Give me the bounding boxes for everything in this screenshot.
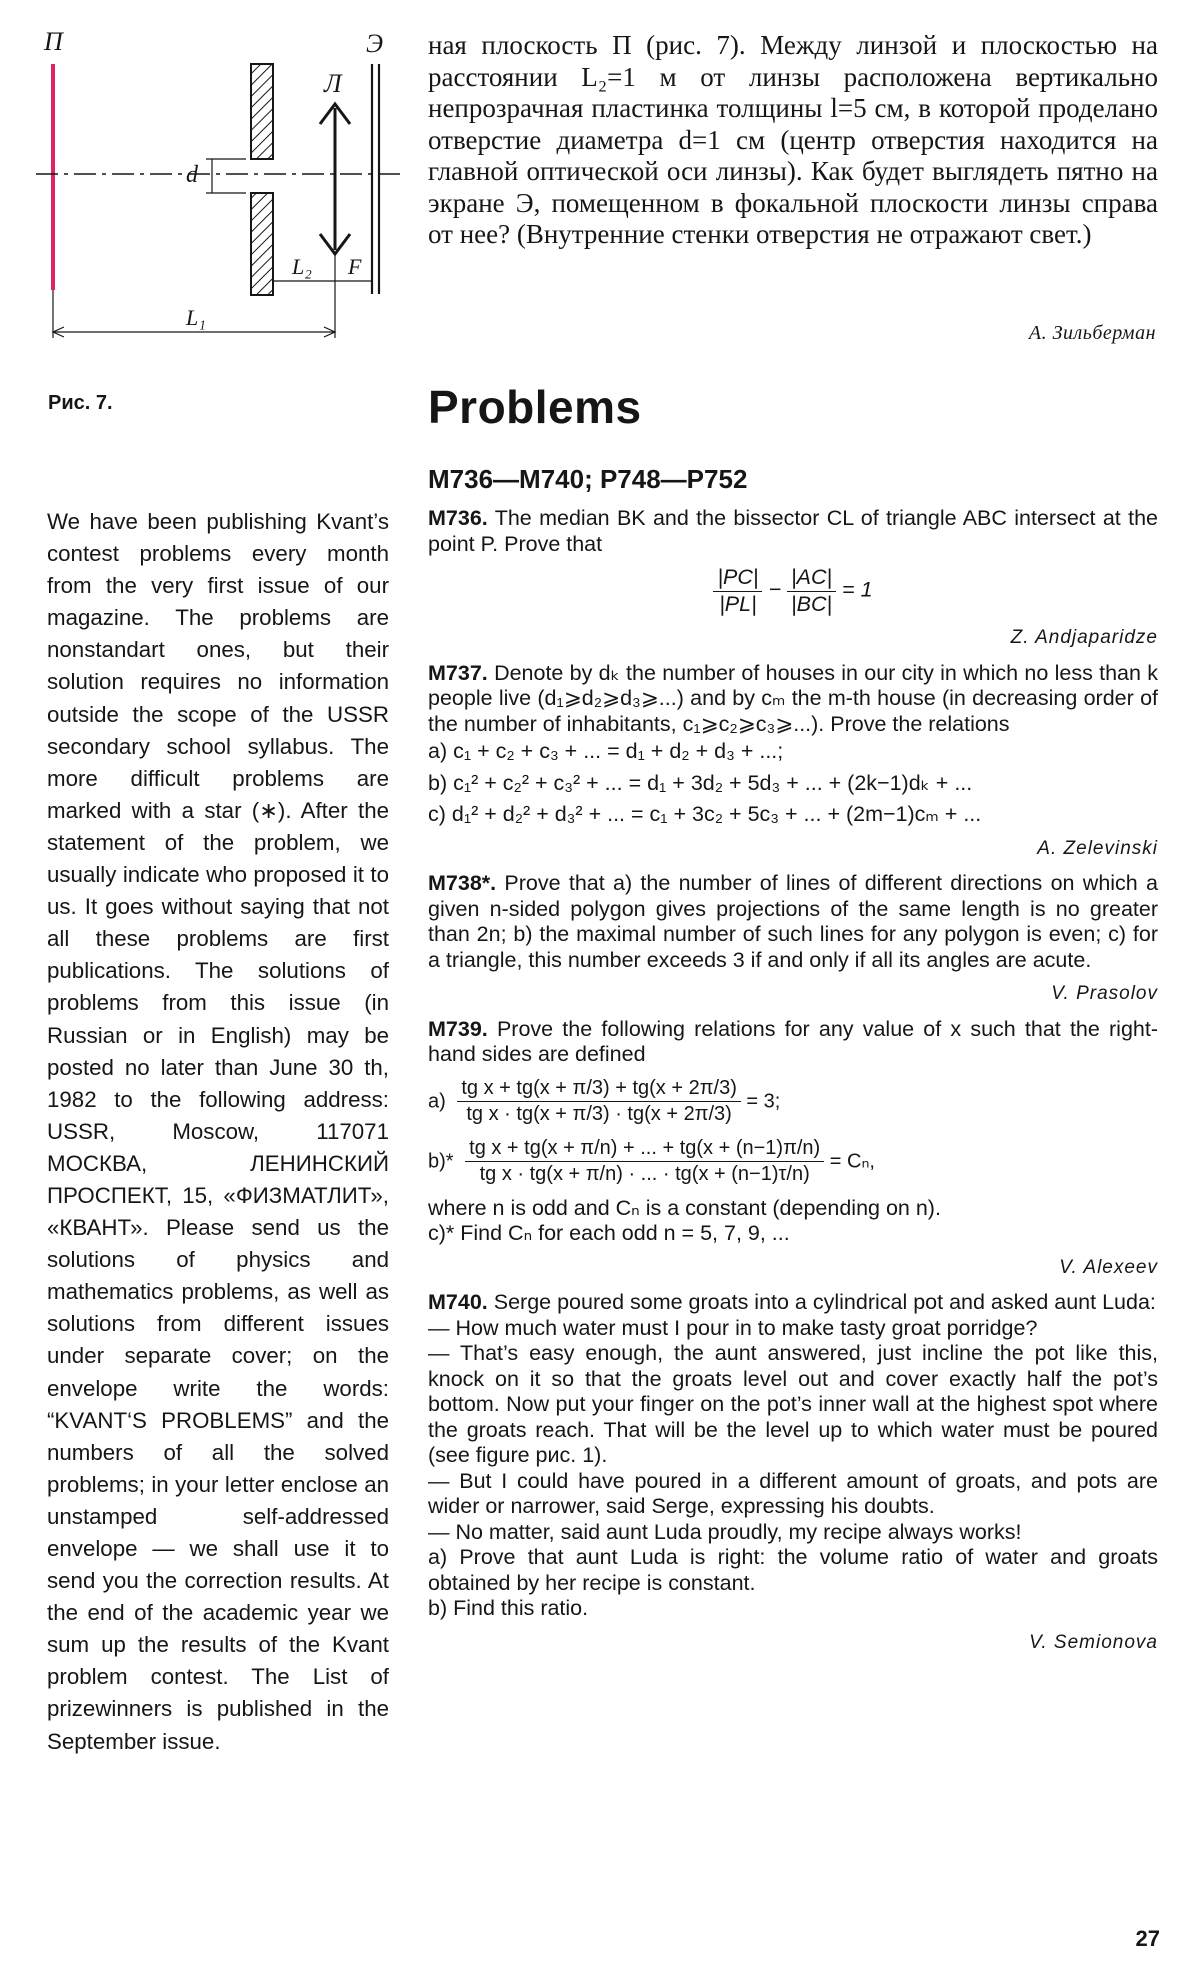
m739-after-2: c)* Find Cₙ for each odd n = 5, 7, 9, ... <box>428 1221 790 1245</box>
problem-text: Serge poured some groats into a cylindrical pot and asked aunt Luda: <box>493 1290 1156 1314</box>
relation-b: b) c₁² + c₂² + c₃² + ... = d₁ + 3d₂ + 5d₃ + ... + (2k−1)dₖ + ... <box>428 770 973 795</box>
optics-figure <box>36 28 406 358</box>
plate-top <box>251 64 273 159</box>
l1-label: L₁ <box>186 305 206 330</box>
problem-m739 <box>428 1017 1158 1068</box>
relation-a: a) c₁ + c₂ + c₃ + ... = d₁ + d₂ + d₃ + ...; <box>428 739 784 763</box>
problem-id: M740. <box>428 1290 488 1314</box>
formula-m739-a: a) $\frac{\text{tg x + tg(x + π/3) + tg(x + 2π/3)}}{\text{tg x · tg(x + π/3) · tg(x + 2π/3)}}$ = 3; <box>428 1076 1158 1128</box>
problem-text: The median BK and the bissector CL of triangle ABC intersect at the point P. Prove that <box>428 506 1158 556</box>
section-subtitle: M736—M740; P748—P752 <box>428 464 748 494</box>
question-b: b) Find this ratio. <box>428 1596 589 1620</box>
fraction-m739-b: $\frac{\text{tg x + tg(x + π/n) + ... + tg(x + (n−1)π/n)}}{\text{tg x · tg(x + π/n) · ... · tg(x + (n−1)τ/n)}}$ <box>465 1136 824 1188</box>
plate-bottom <box>251 193 273 295</box>
contest-notice: We have been publishing Kvant’s contest problems every month from the very first issue of our magazine. The problems are nonstandart ones, but their solution requires no information outside the scope of the USSR secondary school syllabus. The more difficult problems are marked with a star (∗). After the statement of the problem, we usually indicate who proposed it to us. It goes without saying that not all these problems are first publications. The solutions of problems from this issue (in Russian or in English) may be posted no later than June 30 th, 1982 to the following address: USSR, Moscow, 117071 МОСКВА, ЛЕНИНСКИЙ ПРОСПЕКТ, 15, «ФИЗМАТЛИТ», «КВАНТ». Please send us the solutions of physics and mathematics problems, as well as solutions from different issues under separate cover; on the envelope write the words: “KVANT‘S PROBLEMS” and the numbers of all the solved problems; in your letter enclose an unstamped self-addressed envelope — we shall use it to send you the correction results. At the end of the academic year we sum up the results of the Kvant problem contest. The List of prizewinners is published in the September issue. <box>47 509 389 1754</box>
relation-c: c) d₁² + d₂² + d₃² + ... = c₁ + 3c₂ + 5c₃ + ... + (2m−1)cₘ + ... <box>428 802 982 826</box>
question-a: a) Prove that aunt Luda is right: the volume ratio of water and groats obtained by her recipe is constant. <box>428 1545 1158 1595</box>
russian-problem-text <box>428 30 1158 251</box>
m739-after-1: where n is odd and Cₙ is a constant (depending on n). <box>428 1195 941 1220</box>
author-m739: V. Alexeev <box>1059 1256 1158 1278</box>
problem-id: M738*. <box>428 871 497 895</box>
problem-id: M739. <box>428 1016 488 1041</box>
problem-id: M737. <box>428 660 488 685</box>
problem-m740 <box>428 1290 1158 1316</box>
author-m737: A. Zelevinski <box>1037 837 1158 859</box>
formula-m736: $\frac{|PC|}{|PL|}$ − $\frac{|AC|}{|BC|}$ = 1 <box>428 565 1158 617</box>
dialogue-2: — That’s easy enough, the aunt answered, just incline the pot like this, knock on it so that the groats level out and cover exactly half the pot’s bottom. Now put your finger on the pot’s inner wall at the highest spot where the groats reach. That will be the level up to which water must be poured (see figure рис. 1). <box>428 1341 1158 1467</box>
hole-label: d <box>186 162 198 188</box>
problems-column <box>428 506 1158 1665</box>
dialogue-4: — No matter, said aunt Luda proudly, my recipe always works! <box>428 1519 1022 1544</box>
l2-label: L₂ <box>292 254 312 279</box>
author-m740: V. Semionova <box>1029 1631 1158 1653</box>
author-m736: Z. Andjaparidze <box>1010 627 1158 648</box>
problem-id: M736. <box>428 506 488 530</box>
russian-paragraph: ная плоскость П (рис. 7). Между линзой и плоскостью на расстоянии L₂=1 м от линзы расположена вертикально непрозрачная пластинка толщины l=5 см, в которой проделано отверстие диаметра d=1 см (центр отверстия находится на главной оптической оси линзы). Как будет выглядеть пятно на экране Э, помещенном в фокальной плоскости линзы справа от нее? (Внутренние стенки отверстия не отражают свет.) <box>428 30 1158 249</box>
problem-text: Prove the following relations for any value of x such that the right-hand sides are defined <box>428 1016 1159 1066</box>
problem-text: Prove that a) the number of lines of different directions on which a given n-sided polygon gives projections of the same length is no greater than 2n; b) the maximal number of such lines for any polygon is even; c) for a triangle, this number exceeds 3 if and only if all its angles are acute. <box>428 871 1158 972</box>
page-number: 27 <box>1135 1926 1160 1951</box>
dialogue-1: — How much water must I pour in to make tasty groat porridge? <box>428 1315 1038 1340</box>
problem-text: Denote by dₖ the number of houses in our city in which no less than k people live (d₁⩾d₂⩾d₃⩾...) and by cₘ the m-th house (in decreasing order of the number of inhabitants, c₁⩾c₂⩾c₃⩾...). Prove the relations <box>428 660 1158 736</box>
plane-label: П <box>44 28 63 56</box>
problem-m738 <box>428 871 1158 973</box>
lens-label: Л <box>324 69 342 98</box>
fraction-pc-pl: $\frac{|PC|}{|PL|}$ <box>713 565 762 617</box>
problem-m737 <box>428 661 1158 738</box>
russian-author: А. Зильберман <box>1028 322 1156 344</box>
screen-label: Э <box>366 29 384 58</box>
fraction-m739-a: $\frac{\text{tg x + tg(x + π/3) + tg(x + 2π/3)}}{\text{tg x · tg(x + π/3) · tg(x + 2π/3)}}$ <box>457 1076 741 1128</box>
f-label: F <box>348 254 362 279</box>
figure-caption: Рис. 7. <box>48 392 113 414</box>
fraction-ac-bc: $\frac{|AC|}{|BC|}$ <box>787 565 836 617</box>
dialogue-3: — But I could have poured in a different amount of groats, and pots are wider or narrower, said Serge, expressing his doubts. <box>428 1468 1158 1518</box>
author-m738: V. Prasolov <box>1051 983 1158 1004</box>
formula-m739-b: b)* $\frac{\text{tg x + tg(x + π/n) + ... + tg(x + (n−1)π/n)}}{\text{tg x · tg(x + π/n) · ... · tg(x + (n−1)τ/n)}}$ = Cₙ, <box>428 1136 1158 1188</box>
section-title: Problems <box>428 381 642 433</box>
problem-m736 <box>428 506 1158 557</box>
